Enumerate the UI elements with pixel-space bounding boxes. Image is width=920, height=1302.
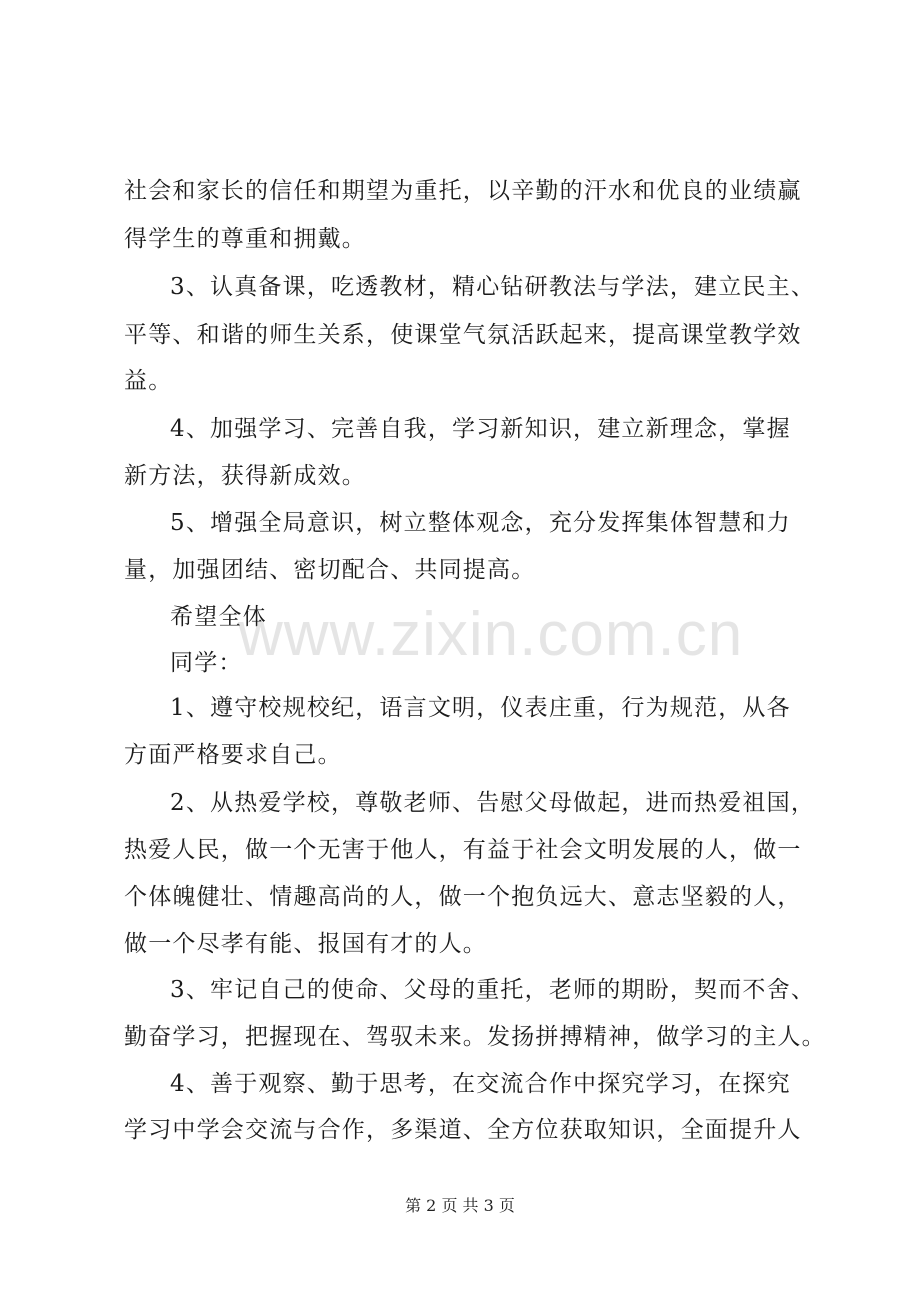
body-text-line: 做一个尽孝有能、报国有才的人。 bbox=[124, 931, 487, 957]
body-text-line: 平等、和谐的师生关系，使课堂气氛活跃起来，提高课堂教学效 bbox=[124, 322, 802, 348]
body-text-line: 社会和家长的信任和期望为重托，以辛勤的汗水和优良的业绩赢 bbox=[124, 178, 802, 204]
body-text-line: 3、牢记自己的使命、父母的重托，老师的期盼，契而不舍、 bbox=[170, 977, 816, 1003]
body-text-line: 5、增强全局意识，树立整体观念，充分发挥集体智慧和力 bbox=[170, 510, 791, 536]
watermark-text: www.zixin.com.cn bbox=[238, 600, 744, 669]
body-text-line: 学习中学会交流与合作，多渠道、全方位获取知识，全面提升人 bbox=[124, 1117, 802, 1143]
body-text-line: 2、从热爱学校，尊敬老师、告慰父母做起，进而热爱祖国， bbox=[170, 790, 816, 816]
body-text-line: 益。 bbox=[124, 368, 173, 394]
body-text-line: 勤奋学习，把握现在、驾驭未来。发扬拼搏精神，做学习的主人。 bbox=[124, 1024, 826, 1050]
body-text-line: 3、认真备课，吃透教材，精心钻研教法与学法，建立民主、 bbox=[170, 274, 816, 300]
body-text-line: 方面严格要求自己。 bbox=[124, 742, 342, 768]
body-text-line: 希望全体 bbox=[170, 604, 267, 630]
body-text-line: 1、遵守校规校纪，语言文明，仪表庄重，行为规范，从各 bbox=[170, 695, 791, 721]
body-text-line: 热爱人民，做一个无害于他人，有益于社会文明发展的人，做一 bbox=[124, 837, 802, 863]
body-text-line: 4、加强学习、完善自我，学习新知识，建立新理念，掌握 bbox=[170, 416, 791, 442]
body-text-line: 4、善于观察、勤于思考，在交流合作中探究学习，在探究 bbox=[170, 1071, 791, 1097]
body-text-line: 同学： bbox=[170, 650, 243, 676]
body-text-line: 个体魄健壮、情趣高尚的人，做一个抱负远大、意志坚毅的人， bbox=[124, 884, 802, 910]
body-text-line: 量，加强团结、密切配合、共同提高。 bbox=[124, 557, 536, 583]
page-footer: 第 2 页 共 3 页 bbox=[405, 1196, 515, 1215]
body-text-line: 新方法，获得新成效。 bbox=[124, 463, 366, 489]
body-text-line: 得学生的尊重和拥戴。 bbox=[124, 226, 366, 252]
